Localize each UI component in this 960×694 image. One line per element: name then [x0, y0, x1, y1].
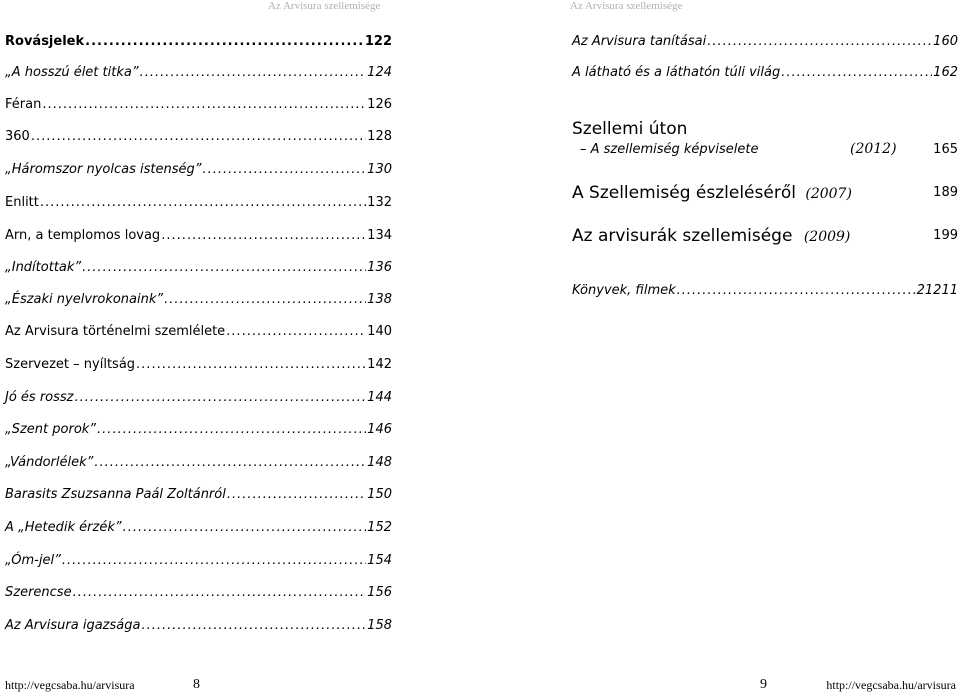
- toc-entry[interactable]: Barasits Zsuzsanna Paál Zoltánról ..... 150: [5, 487, 392, 502]
- toc-entry[interactable]: Szerencse ..... 156: [5, 585, 392, 600]
- szellemi-subentry[interactable]: – A szellemiség képviselete (2012) 165: [580, 141, 958, 157]
- toc-entry[interactable]: Enlitt ..... 132: [5, 195, 392, 210]
- toc-entry[interactable]: Jó és rossz ..... 144: [5, 390, 392, 405]
- toc-entry[interactable]: „Indítottak” ..... 136: [5, 260, 392, 275]
- toc-entry[interactable]: „Óm-jel” ..... 154: [5, 553, 392, 568]
- toc-entry[interactable]: Arn, a templomos lovag ..... 134: [5, 228, 392, 243]
- toc-entry[interactable]: A „Hetedik érzék” ..... 152: [5, 520, 392, 535]
- toc-entry[interactable]: Féran ..... 126: [5, 97, 392, 112]
- header-right: Az Arvisura szellemisége: [570, 0, 683, 12]
- toc-entry[interactable]: „Háromszor nyolcas istenség” ..... 130: [5, 162, 392, 177]
- toc-entry[interactable]: „A hosszú élet titka” ..... 124: [5, 65, 392, 80]
- toc-entry[interactable]: 360 ..... 128: [5, 129, 392, 144]
- toc-entry[interactable]: Az Arvisura igazsága ..... 158: [5, 618, 392, 633]
- toc-entry[interactable]: Az Arvisura történelmi szemlélete ..... 140: [5, 324, 392, 339]
- section-arvisurak[interactable]: Az arvisurák szellemisége (2009) 199: [572, 226, 958, 246]
- toc-entry[interactable]: Szervezet – nyíltság ..... 142: [5, 357, 392, 372]
- section-title-szellemi[interactable]: Szellemi úton: [572, 119, 688, 139]
- toc-entry[interactable]: Az Arvisura tanításai ..... 160: [572, 34, 958, 49]
- toc-entry[interactable]: „Vándorlélek” ..... 148: [5, 455, 392, 470]
- section-eszleles[interactable]: A Szellemiség észleléséről (2007) 189: [572, 183, 958, 203]
- toc-entry[interactable]: Rovásjelek ..... 122: [5, 34, 392, 49]
- footer-link-left[interactable]: http://vegcsaba.hu/arvisura: [5, 678, 135, 692]
- toc-entry[interactable]: A látható és a láthatón túli világ ..... 162: [572, 65, 958, 80]
- page-number-left: 8: [193, 677, 200, 692]
- toc-entry[interactable]: „Szent porok” ..... 146: [5, 422, 392, 437]
- toc-entry[interactable]: Könyvek, filmek ..... 21211: [572, 283, 958, 298]
- page-number-right: 9: [760, 677, 767, 692]
- header-left: Az Arvisura szellemisége: [268, 0, 381, 12]
- footer-link-right[interactable]: http://vegcsaba.hu/arvisura: [826, 678, 956, 692]
- toc-entry[interactable]: „Északi nyelvrokonaink” ..... 138: [5, 292, 392, 307]
